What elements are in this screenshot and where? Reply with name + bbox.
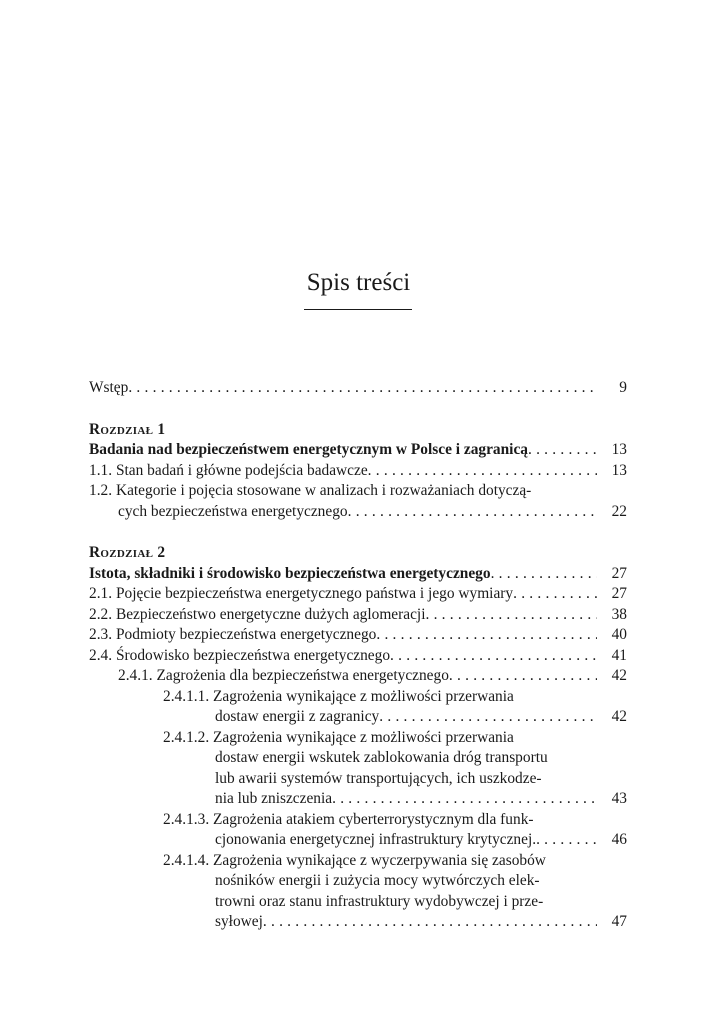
- toc-page-number: 38: [611, 605, 627, 623]
- toc-entry-text: Środowisko bezpieczeństwa energetycznego: [115, 646, 391, 664]
- section-number: 2.4.1.: [118, 667, 153, 684]
- toc-page-number: 47: [611, 913, 627, 930]
- toc-page-number: 42: [611, 708, 627, 725]
- toc-entry-2-4-1-3-cont[interactable]: [89, 830, 627, 851]
- toc-page-number: 9: [619, 379, 627, 396]
- toc-entry-text: Zagrożenia wynikające z wyczerpywania się zasobów: [213, 851, 546, 869]
- toc-entry-chapter-1[interactable]: [89, 440, 627, 461]
- toc-entry-text: cych bezpieczeństwa energetycznego: [118, 502, 348, 520]
- toc-entry-2-4-1[interactable]: [89, 666, 627, 687]
- toc-entry-text: Zagrożenia wynikające z możliwości przerwania: [213, 687, 514, 705]
- toc-entry-text: Zagrożenia atakiem cyberterrorystycznym dla funk-: [213, 810, 534, 828]
- chapter-1-label: Rozdział 1: [89, 420, 166, 438]
- title-underline: [304, 309, 412, 310]
- section-number: 2.4.1.2.: [163, 728, 210, 746]
- toc-page-number: 13: [611, 441, 627, 458]
- toc-entry-2-4-1-3[interactable]: [89, 810, 627, 831]
- toc-entry-2-1[interactable]: [89, 584, 627, 605]
- toc-page-number: 41: [611, 646, 627, 664]
- chapter-2-label: Rozdział 2: [89, 544, 166, 561]
- toc-entry-2-4-1-1-cont[interactable]: [89, 707, 627, 728]
- section-number: 1.1.: [89, 461, 113, 479]
- toc-entry-text: trowni oraz stanu infrastruktury wydobywczej i prze-: [215, 892, 544, 910]
- section-number: 2.1.: [89, 585, 113, 602]
- toc-entry-text: nośników energii i zużycia mocy wytwórczych elek-: [215, 872, 540, 889]
- toc-page-number: 27: [611, 585, 627, 602]
- toc-entry-text: Zagrożenia wynikające z możliwości przerwania: [213, 728, 514, 746]
- toc-page-number: 40: [611, 626, 627, 643]
- toc-entry-text: dostaw energii wskutek zablokowania dróg transportu: [215, 749, 548, 766]
- section-number: 1.2.: [89, 482, 113, 499]
- toc-page-number: 13: [611, 461, 627, 479]
- toc-entry-text: Podmioty bezpieczeństwa energetycznego: [115, 626, 377, 643]
- toc-entry-2-4-1-4-cont-1[interactable]: [89, 871, 627, 892]
- toc-entry-chapter-2[interactable]: [89, 564, 627, 585]
- toc-entry-text: Istota, składniki i środowisko bezpieczeństwa energetycznego: [89, 564, 491, 582]
- toc-entry-2-4-1-1[interactable]: [89, 687, 627, 708]
- toc-entry-text: Stan badań i główne podejścia badawcze: [115, 461, 368, 479]
- toc-entry-wstep[interactable]: [89, 378, 627, 399]
- toc-entry-1-2[interactable]: [89, 481, 627, 502]
- section-number: 2.4.: [89, 646, 113, 664]
- toc-page-number: 42: [611, 667, 627, 684]
- toc-page-number: 43: [611, 790, 627, 807]
- toc-page-number: 46: [611, 831, 627, 848]
- toc-entry-text: Kategorie i pojęcia stosowane w analizach i rozważaniach dotyczą-: [115, 482, 532, 499]
- toc-entry-text: lub awarii systemów transportujących, ich uszkodze-: [215, 769, 542, 787]
- toc-entry-2-4-1-4-cont-3[interactable]: [89, 912, 627, 933]
- toc-entry-2-4-1-2-cont-2[interactable]: [89, 769, 627, 790]
- toc-page-number: 22: [611, 502, 627, 520]
- toc-entry-text: Wstęp: [89, 379, 129, 396]
- toc-page-number: 27: [611, 564, 627, 582]
- toc-entry-text: Zagrożenia dla bezpieczeństwa energetycznego: [156, 667, 449, 684]
- toc-entry-1-2-cont[interactable]: [89, 502, 627, 523]
- toc-entry-text: dostaw energii z zagranicy: [215, 708, 380, 725]
- toc-entry-text: Badania nad bezpieczeństwem energetycznym w Polsce i zagranicą: [89, 441, 528, 458]
- page-title: Spis treści: [306, 269, 411, 296]
- toc-entry-2-4-1-2-cont-1[interactable]: [89, 748, 627, 769]
- toc-entry-text: cjonowania energetycznej infrastruktury krytycznej.: [215, 831, 537, 848]
- toc-entry-2-4-1-2-cont-3[interactable]: [89, 789, 627, 810]
- table-of-contents: [89, 378, 627, 933]
- section-number: 2.2.: [89, 605, 113, 623]
- section-number: 2.4.1.3.: [163, 810, 210, 828]
- toc-entry-text: syłowej: [215, 913, 263, 930]
- section-number: 2.3.: [89, 626, 113, 643]
- toc-entry-2-4-1-4-cont-2[interactable]: [89, 892, 627, 913]
- toc-entry-2-3[interactable]: [89, 625, 627, 646]
- toc-entry-text: Pojęcie bezpieczeństwa energetycznego państwa i jego wymiary: [115, 585, 514, 602]
- toc-entry-2-4-1-4[interactable]: [89, 851, 627, 872]
- section-number: 2.4.1.1.: [163, 687, 210, 705]
- toc-entry-2-4[interactable]: [89, 646, 627, 667]
- toc-entry-2-2[interactable]: [89, 605, 627, 626]
- toc-entry-text: Bezpieczeństwo energetyczne dużych aglomeracji: [115, 605, 426, 623]
- toc-entry-text: nia lub zniszczenia: [215, 790, 333, 807]
- section-number: 2.4.1.4.: [163, 851, 210, 869]
- toc-entry-2-4-1-2[interactable]: [89, 728, 627, 749]
- toc-entry-1-1[interactable]: [89, 461, 627, 482]
